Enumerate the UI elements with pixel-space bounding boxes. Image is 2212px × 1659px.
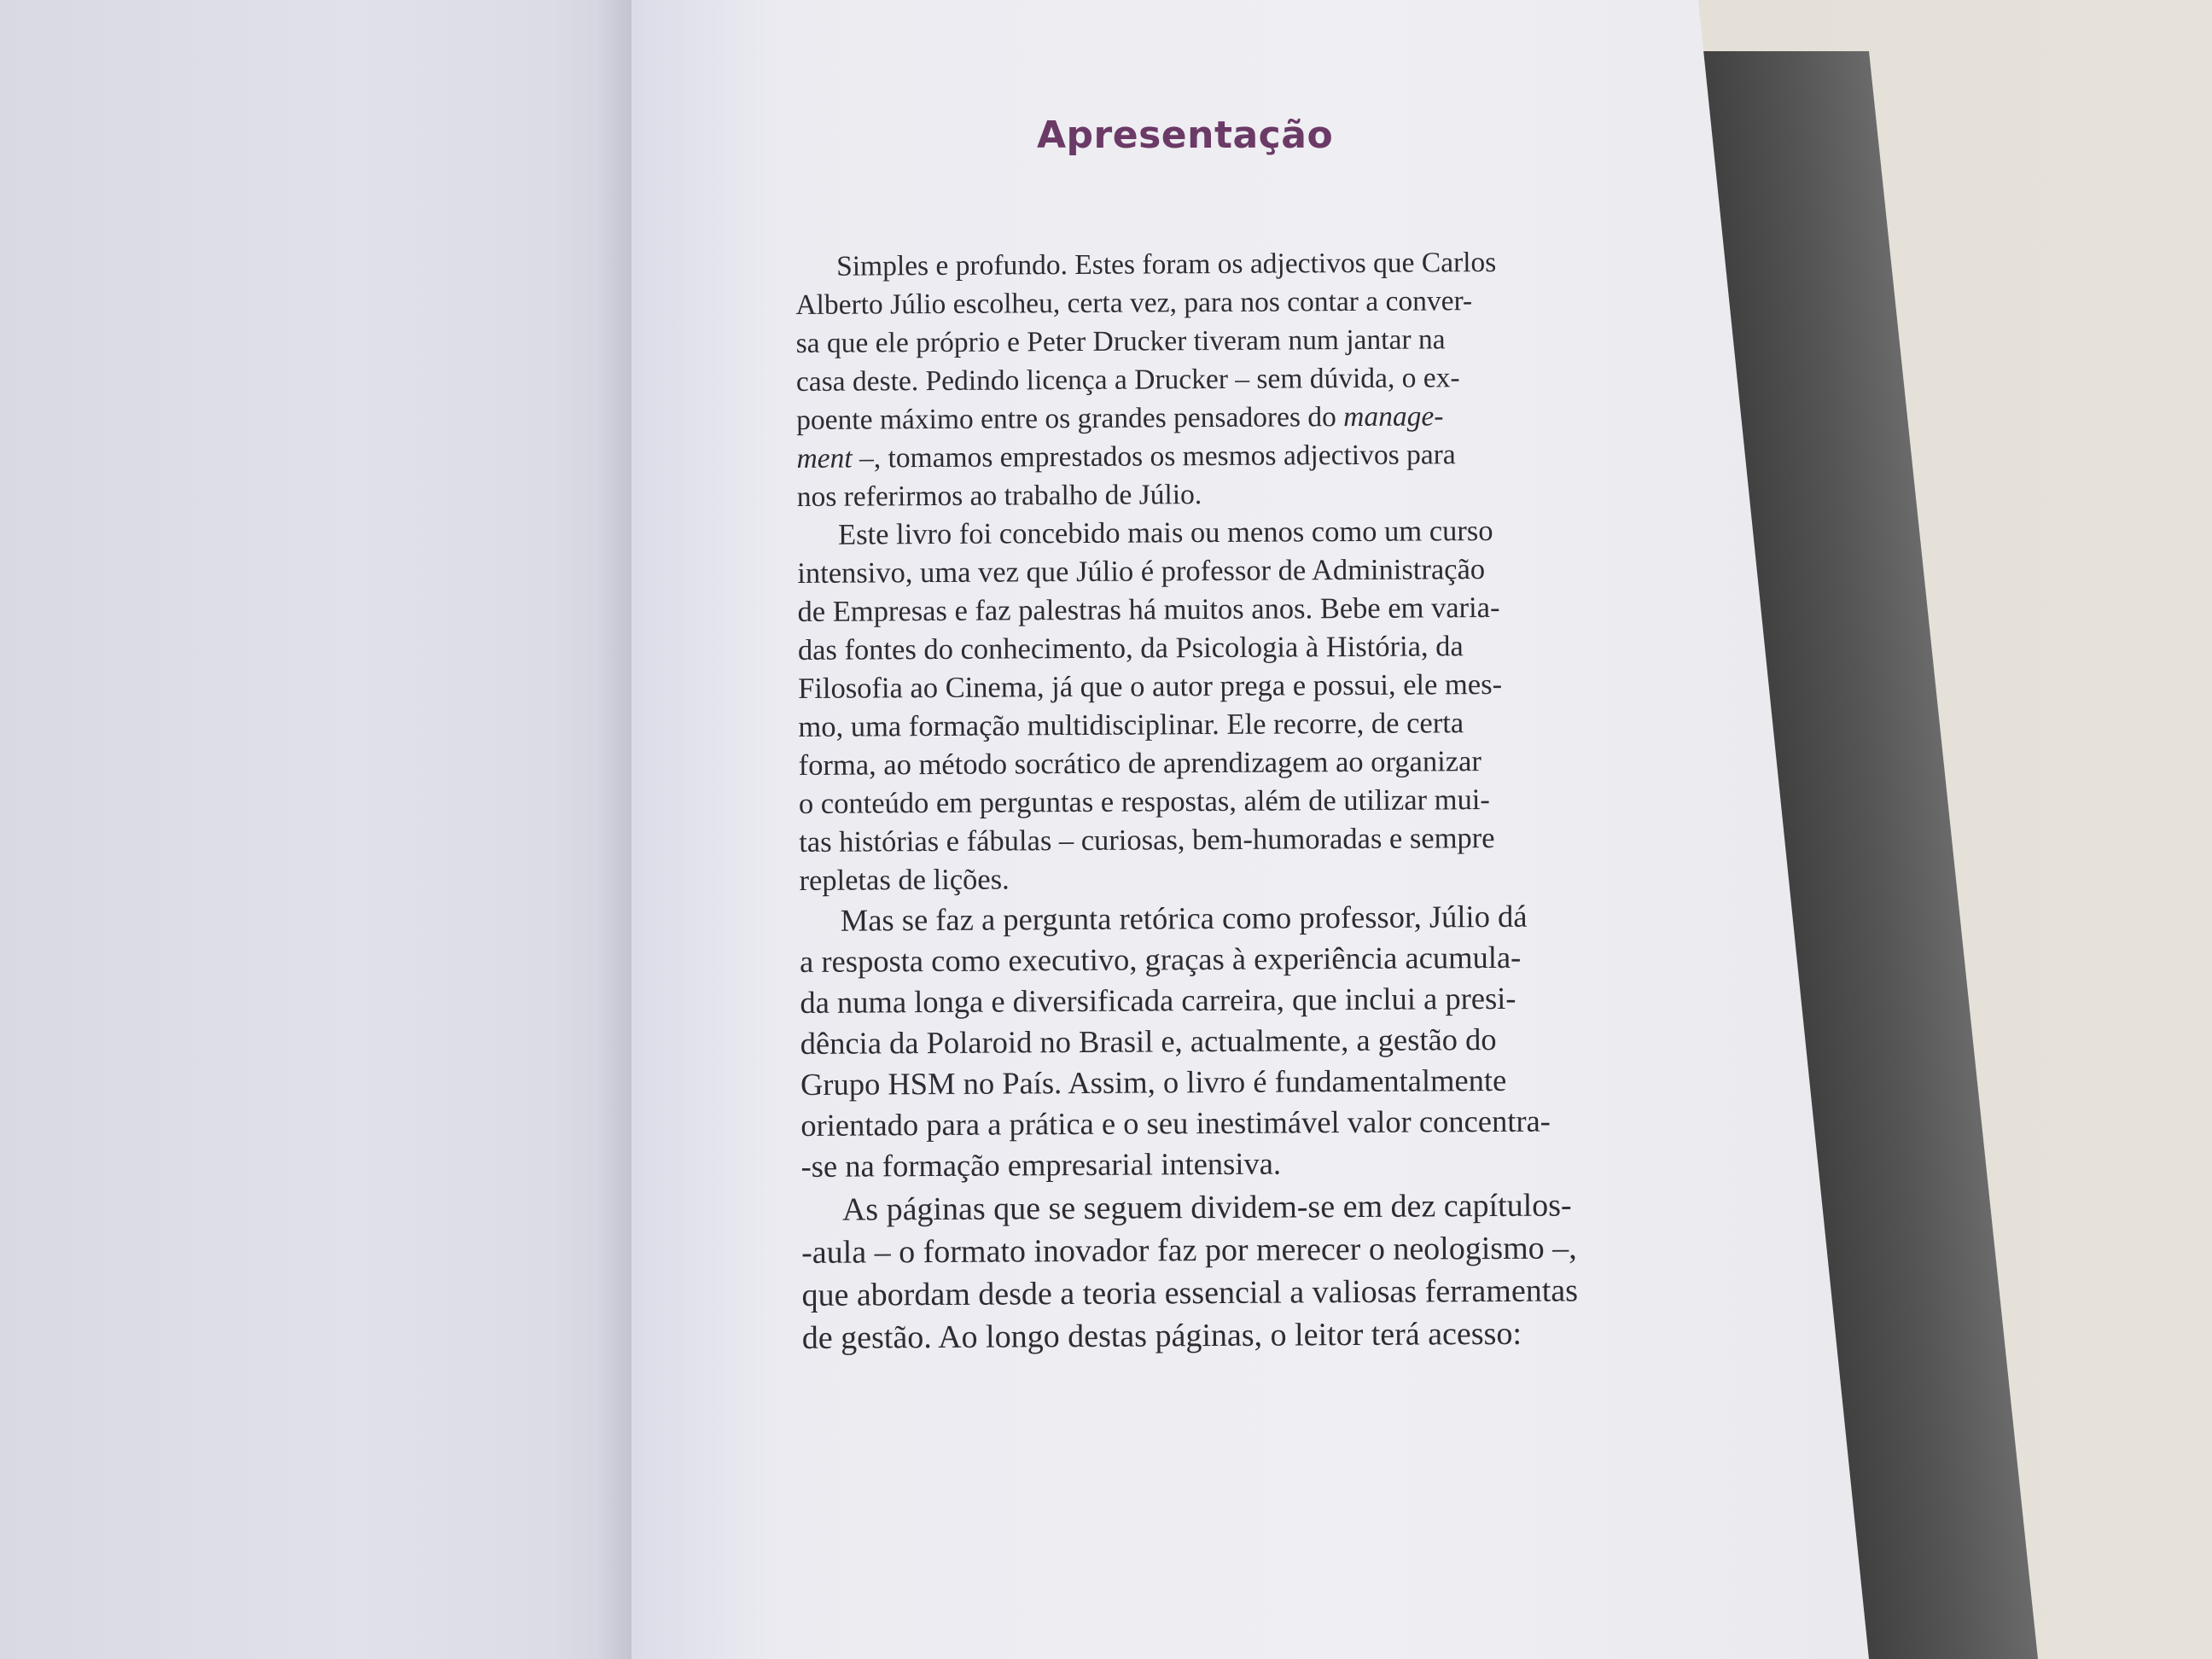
text-line: a resposta como executivo, graças à experiência acumula- — [799, 939, 1522, 979]
text-line: Filosofia ao Cinema, já que o autor prega e possui, ele mes- — [798, 667, 1503, 705]
text-line: Mas se faz a pergunta retórica como professor, Júlio dá — [840, 898, 1528, 938]
left-page — [0, 0, 649, 1659]
paragraph-4 — [801, 1184, 1656, 1359]
text-line: poente máximo entre os grandes pensadores do manage- — [796, 400, 1444, 436]
text-line: tas histórias e fábulas – curiosas, bem-humoradas e sempre — [799, 822, 1495, 859]
body-text — [795, 242, 1656, 1359]
paragraph-2 — [797, 511, 1653, 900]
text-line: Grupo HSM no País. Assim, o livro é fundamentalmente — [800, 1062, 1507, 1102]
text-line: mo, uma formação multidisciplinar. Ele recorre, de certa — [798, 707, 1464, 743]
text-line: casa deste. Pedindo licença a Drucker – sem dúvida, o ex- — [795, 362, 1460, 398]
paragraph-1 — [795, 242, 1650, 516]
text-line: de gestão. Ao longo destas páginas, o leitor terá acesso: — [801, 1315, 1522, 1356]
text-line: Alberto Júlio escolheu, certa vez, para nos contar a conver- — [795, 285, 1473, 321]
text-line: -aula – o formato inovador faz por merecer o neologismo –, — [801, 1230, 1577, 1271]
text-line: da numa longa e diversificada carreira, que inclui a presi- — [800, 980, 1516, 1020]
paragraph-3 — [800, 895, 1655, 1187]
text-line: Este livro foi concebido mais ou menos como um curso — [837, 515, 1493, 551]
text-line: que abordam desde a teoria essencial a valiosas ferramentas — [801, 1272, 1579, 1313]
text-line: forma, ao método socrático de aprendizagem ao organizar — [798, 745, 1481, 782]
text-line: dência da Polaroid no Brasil e, actualmente, a gestão do — [800, 1021, 1497, 1061]
text-line: sa que ele próprio e Peter Drucker tiveram num jantar na — [795, 323, 1446, 359]
text-line: Simples e profundo. Estes foram os adjectivos que Carlos — [836, 246, 1497, 282]
italic-term: manage- — [1343, 400, 1444, 434]
page-title: Apresentação — [1037, 114, 1334, 158]
text-line: intensivo, uma vez que Júlio é professor de Administração — [797, 553, 1486, 590]
text-line: ment –, tomamos emprestados os mesmos adjectivos para — [796, 439, 1456, 474]
text-line: de Empresas e faz palestras há muitos anos. Bebe em varia- — [797, 591, 1500, 628]
text-line: nos referirmos ao trabalho de Júlio. — [796, 479, 1202, 513]
text-line: -se na formação empresarial intensiva. — [800, 1145, 1282, 1184]
text-line: As páginas que se seguem dividem-se em dez capítulos- — [841, 1187, 1572, 1228]
italic-term: ment — [796, 442, 853, 474]
text-line: das fontes do conhecimento, da Psicologia à História, da — [797, 630, 1464, 667]
text-line: repletas de lições. — [799, 863, 1010, 897]
text-line: orientado para a prática e o seu inestimável valor concentra- — [800, 1103, 1551, 1143]
text-line: o conteúdo em perguntas e respostas, além de utilizar mui- — [798, 783, 1490, 820]
